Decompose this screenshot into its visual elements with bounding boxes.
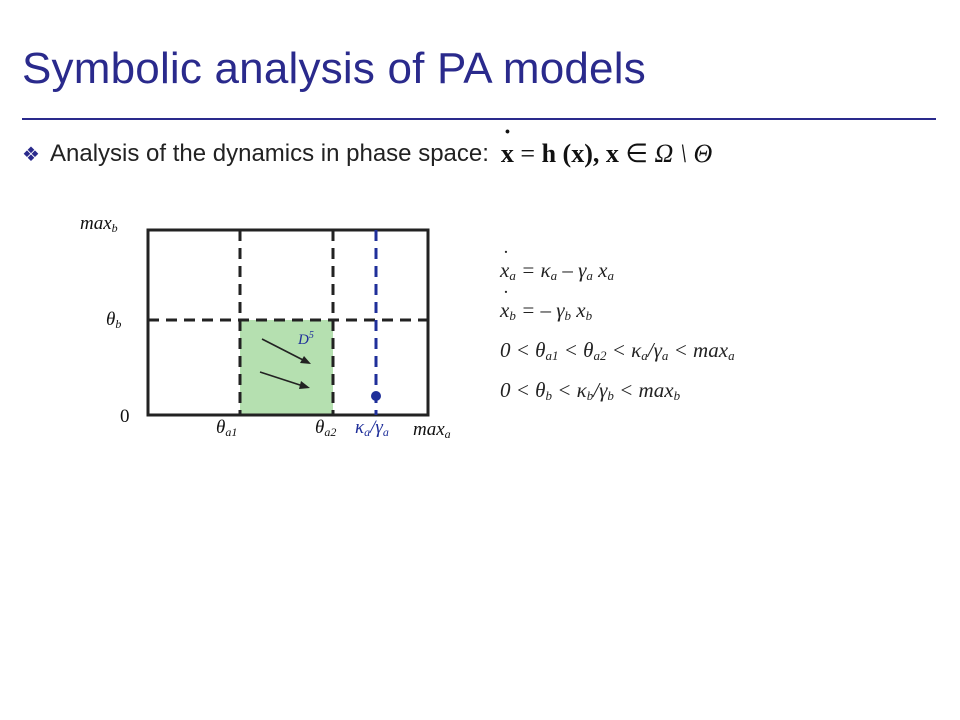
slide-title: Symbolic analysis of PA models <box>22 44 646 93</box>
phase-space-diagram <box>60 195 500 455</box>
region-d5 <box>240 320 333 415</box>
label-origin: 0 <box>120 406 130 427</box>
formula-arg: (x), <box>556 139 606 168</box>
formula-h: h <box>541 139 557 168</box>
inequality-a: $0 < \theta_{a1} < \theta_{a2} < \kappa_a/\gamma_a < \max_a$ <box>500 338 735 363</box>
equation-list <box>500 250 735 410</box>
formula-equals: = <box>513 139 542 168</box>
dynamics-formula <box>501 139 712 169</box>
label-theta-a2: $\theta_{a2}$ <box>315 417 337 439</box>
region-label-d5: $D^5$ <box>298 330 314 348</box>
x-dot-symbol: ˙ x <box>501 139 514 169</box>
bullet-text: Analysis of the dynamics in phase space: <box>50 140 489 167</box>
inequality-b: $0 < \theta_b < \kappa_b/\gamma_b < \max_b$ <box>500 378 681 403</box>
formula-set: Ω \ Θ <box>654 139 713 168</box>
formula-member: ∈ <box>618 139 655 168</box>
label-theta-b: $\theta_b$ <box>106 309 122 331</box>
label-max-a: $\max_a$ <box>413 419 451 441</box>
label-theta-a1: $\theta_{a1}$ <box>216 417 238 439</box>
equation-xa-dot: ˙ $x_a = \kappa_a - \gamma_a$ $x_a$ <box>500 250 735 290</box>
equation-xb-dot: ˙ $x_b$ = – $\gamma_b$ $x_b$ <box>500 290 735 330</box>
bullet-point <box>22 136 712 172</box>
formula-x: x <box>605 139 619 168</box>
diamond-bullet-icon: ❖ <box>22 142 40 166</box>
label-kappa-over-gamma-a: $\kappa_a/\gamma_a$ <box>355 417 389 439</box>
equilibrium-point <box>371 391 381 401</box>
label-max-b: $\max_b$ <box>80 213 118 235</box>
title-divider <box>22 118 936 120</box>
